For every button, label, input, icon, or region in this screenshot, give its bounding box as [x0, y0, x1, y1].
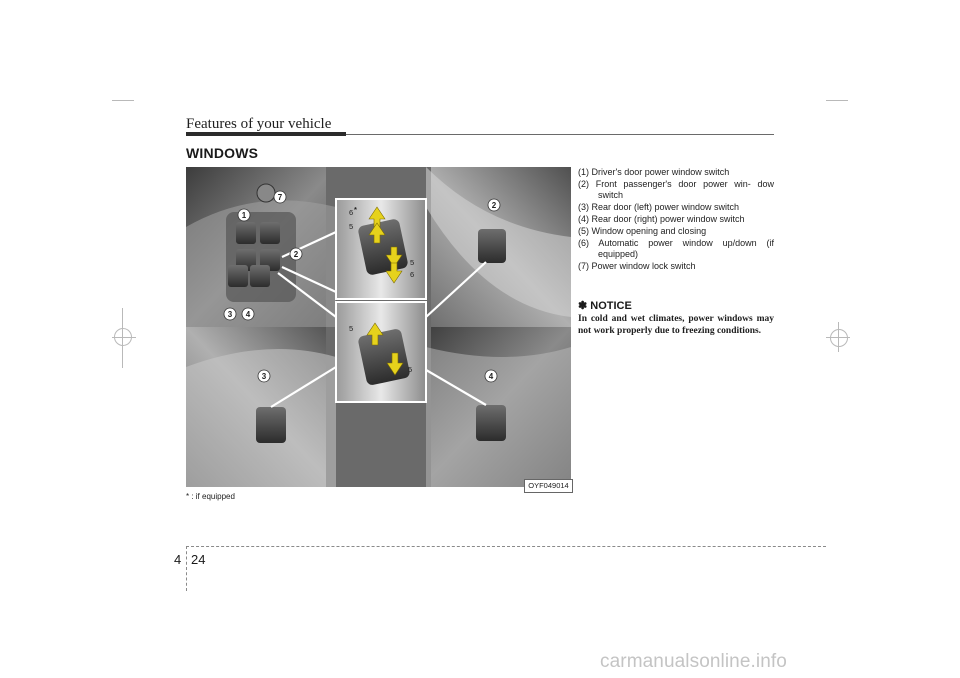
callout-1: 1 — [241, 211, 247, 220]
header-title: Features of your vehicle — [186, 116, 332, 132]
list-item: (4) Rear door (right) power window switch — [578, 214, 745, 225]
footnote: * : if equipped — [186, 492, 235, 501]
list-item: (3) Rear door (left) power window switch — [578, 202, 740, 213]
list-item: (6) Automatic power window up/down (if equipped) — [578, 238, 774, 260]
list-item: (5) Window opening and closing — [578, 226, 707, 237]
figure-code: OYF049014 — [524, 479, 573, 493]
list-item: (2) Front passenger's door power win- dow switch — [578, 179, 774, 201]
window-switch-illustration — [186, 167, 571, 487]
callout-4-rear: 4 — [488, 372, 494, 381]
switch-list — [578, 167, 774, 273]
notice-body: In cold and wet climates, power windows may not work properly due to freezing conditions. — [578, 314, 774, 336]
callout-4: 4 — [245, 310, 251, 319]
watermark: carmanualsonline.info — [600, 651, 787, 672]
callout-2-passenger: 2 — [491, 201, 497, 210]
callout-7: 7 — [277, 193, 283, 202]
list-item: (7) Power window lock switch — [578, 261, 696, 272]
windows-figure — [186, 167, 571, 487]
registration-circle — [114, 328, 132, 346]
inset-label-asterisk: * — [354, 205, 357, 214]
inset-label-5-up: 5 — [349, 324, 354, 333]
callout-2: 2 — [293, 250, 299, 259]
callout-3: 3 — [227, 310, 233, 319]
inset-label-6-down: 6 — [410, 270, 415, 279]
section-heading: WINDOWS — [186, 145, 259, 161]
callout-3-rear: 3 — [261, 372, 267, 381]
inset-label-6: 6 — [349, 208, 354, 217]
inset-label-5-down: 5 — [410, 258, 415, 267]
chapter-number: 4 — [174, 552, 182, 567]
inset-label-5-down: 5 — [408, 365, 413, 374]
crop-mark — [826, 100, 848, 101]
registration-circle — [830, 329, 848, 347]
footer-vertical-rule — [186, 546, 187, 591]
page-number: 24 — [191, 552, 206, 567]
notice-title: ✽ NOTICE — [578, 300, 632, 312]
list-item: (1) Driver's door power window switch — [578, 167, 730, 177]
header-bar — [186, 132, 346, 136]
inset-label-5: 5 — [349, 222, 354, 231]
crop-mark — [112, 100, 134, 101]
footer-rule — [186, 546, 826, 547]
